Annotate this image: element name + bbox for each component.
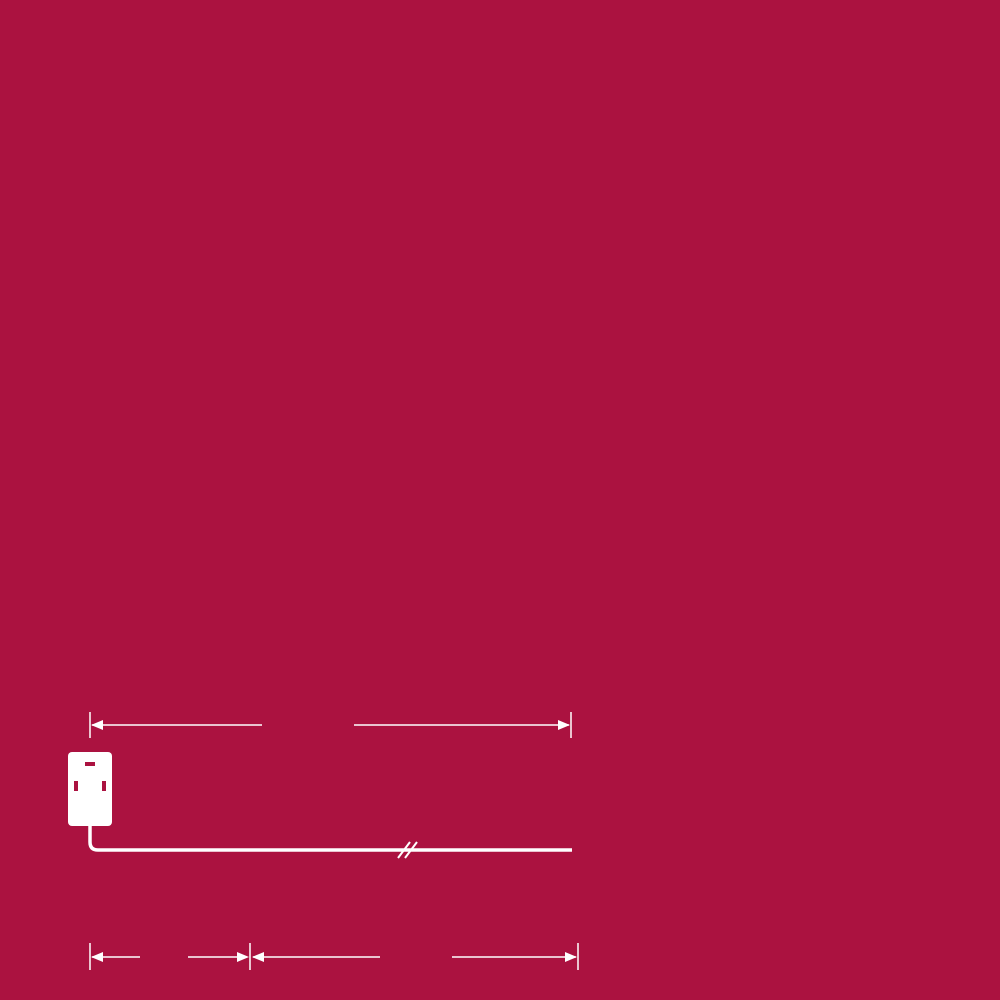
arrowhead-right-icon <box>237 952 249 962</box>
arrowhead-left-icon <box>252 952 264 962</box>
lead-length-dimension <box>90 943 250 970</box>
light-set-diagram <box>0 700 1000 1000</box>
arrowhead-right-icon <box>558 720 570 730</box>
transformer-plug-icon <box>68 752 572 850</box>
lit-length-dimension <box>253 943 578 970</box>
arrowhead-left-icon <box>91 952 103 962</box>
arrowhead-right-icon <box>565 952 577 962</box>
total-length-dimension <box>90 712 571 738</box>
arrowhead-left-icon <box>91 720 103 730</box>
